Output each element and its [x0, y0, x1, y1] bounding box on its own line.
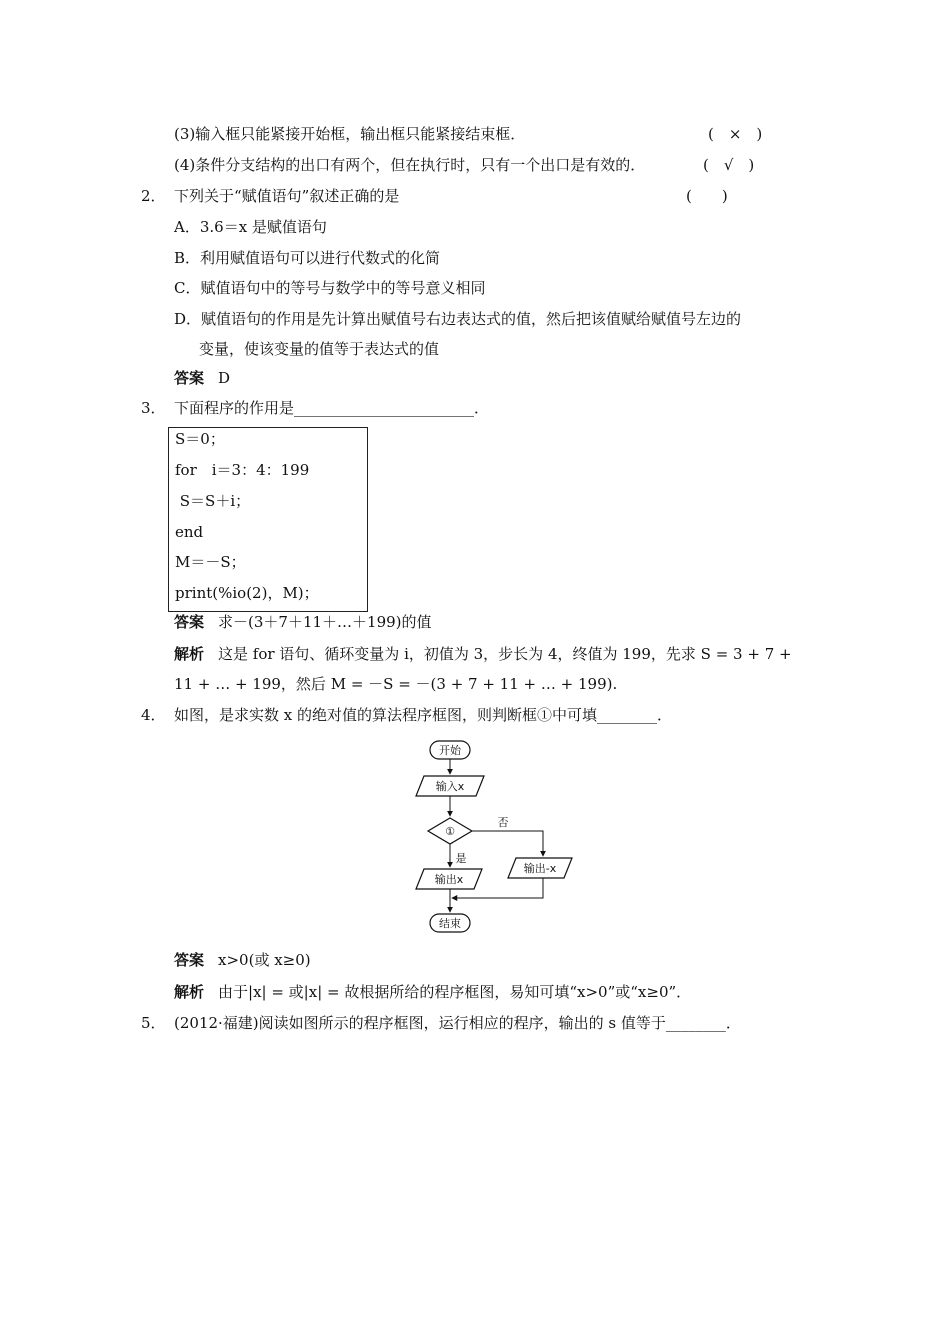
- q3-analysis: [174, 644, 792, 664]
- q2-number: 2．: [141, 187, 166, 205]
- statement-3: (3)输入框只能紧接开始框，输出框只能紧接结束框．: [174, 125, 526, 143]
- flow-output-x-label: 输出x: [434, 873, 464, 886]
- q4-number: 4．: [141, 706, 166, 724]
- flow-start-label: 开始: [439, 744, 461, 757]
- code-line: M＝－S；: [175, 553, 246, 571]
- analysis-text: 这是 for 语句、循环变量为 i，初值为 3，步长为 4，终值为 199，先求 S = 3 + 7 +: [218, 645, 792, 663]
- flow-no-label: 否: [497, 816, 509, 829]
- answer-text: 求－(3＋7＋11＋…＋199)的值: [218, 613, 432, 631]
- flow-output-neg-x-label: 输出-x: [523, 862, 557, 875]
- q2-option-d: D．赋值语句的作用是先计算出赋值号右边表达式的值，然后把该值赋给赋值号左边的: [174, 310, 742, 328]
- code-line: print(%io(2)，M)；: [175, 584, 319, 602]
- code-line: for i＝3：4：199: [175, 461, 310, 479]
- q2-option-d-cont: 变量，使该变量的值等于表达式的值: [199, 340, 440, 358]
- statement-3-mark: ( × ): [708, 125, 763, 143]
- code-line: end: [175, 523, 204, 541]
- analysis-label: 解析: [174, 983, 205, 1001]
- flow-yes-label: 是: [455, 852, 467, 865]
- q2-option-b: B．利用赋值语句可以进行代数式的化简: [174, 249, 441, 267]
- flowchart: [410, 738, 580, 938]
- code-line: S＝0；: [175, 430, 225, 448]
- flow-decision-label: ①: [445, 825, 455, 838]
- analysis-label: 解析: [174, 645, 205, 663]
- statement-4: (4)条件分支结构的出口有两个，但在执行时，只有一个出口是有效的．: [174, 156, 646, 174]
- q4-analysis: [174, 982, 691, 1002]
- analysis-text: 由于|x| = 或|x| = 故根据所给的程序框图，易知可填“x>0”或“x≥0”．: [218, 983, 692, 1001]
- q2-option-c: C．赋值语句中的等号与数学中的等号意义相同: [174, 279, 486, 297]
- answer-text: x>0(或 x≥0): [218, 951, 311, 969]
- program-code-box: [168, 427, 368, 612]
- q2-answer-paren: ( ): [686, 187, 728, 205]
- answer-label: 答案: [174, 613, 205, 631]
- q2-option-a: A．3.6＝x 是赋值语句: [174, 218, 327, 236]
- answer-text: D: [218, 369, 231, 387]
- q4-stem: 如图，是求实数 x 的绝对值的算法程序框图，则判断框①中可填________．: [174, 706, 672, 724]
- flow-input-label: 输入x: [435, 780, 465, 793]
- answer-label: 答案: [174, 369, 205, 387]
- q4-answer: [174, 950, 311, 970]
- q3-answer: [174, 612, 432, 632]
- answer-label: 答案: [174, 951, 205, 969]
- q5-number: 5．: [141, 1014, 166, 1032]
- statement-4-mark: ( √ ): [703, 156, 755, 174]
- q3-analysis-cont: 11 + … + 199，然后 M = －S = －(3 + 7 + 11 + … + 199).: [174, 675, 618, 693]
- q3-number: 3．: [141, 399, 166, 417]
- q2-stem: 下列关于“赋值语句”叙述正确的是: [174, 187, 400, 205]
- q5-stem: (2012·福建)阅读如图所示的程序框图，运行相应的程序，输出的 s 值等于________．: [174, 1014, 741, 1032]
- q2-answer: [174, 368, 230, 388]
- flow-end-label: 结束: [439, 917, 461, 930]
- q3-stem: 下面程序的作用是________________________．: [174, 399, 490, 417]
- code-line: S＝S＋i；: [175, 492, 251, 510]
